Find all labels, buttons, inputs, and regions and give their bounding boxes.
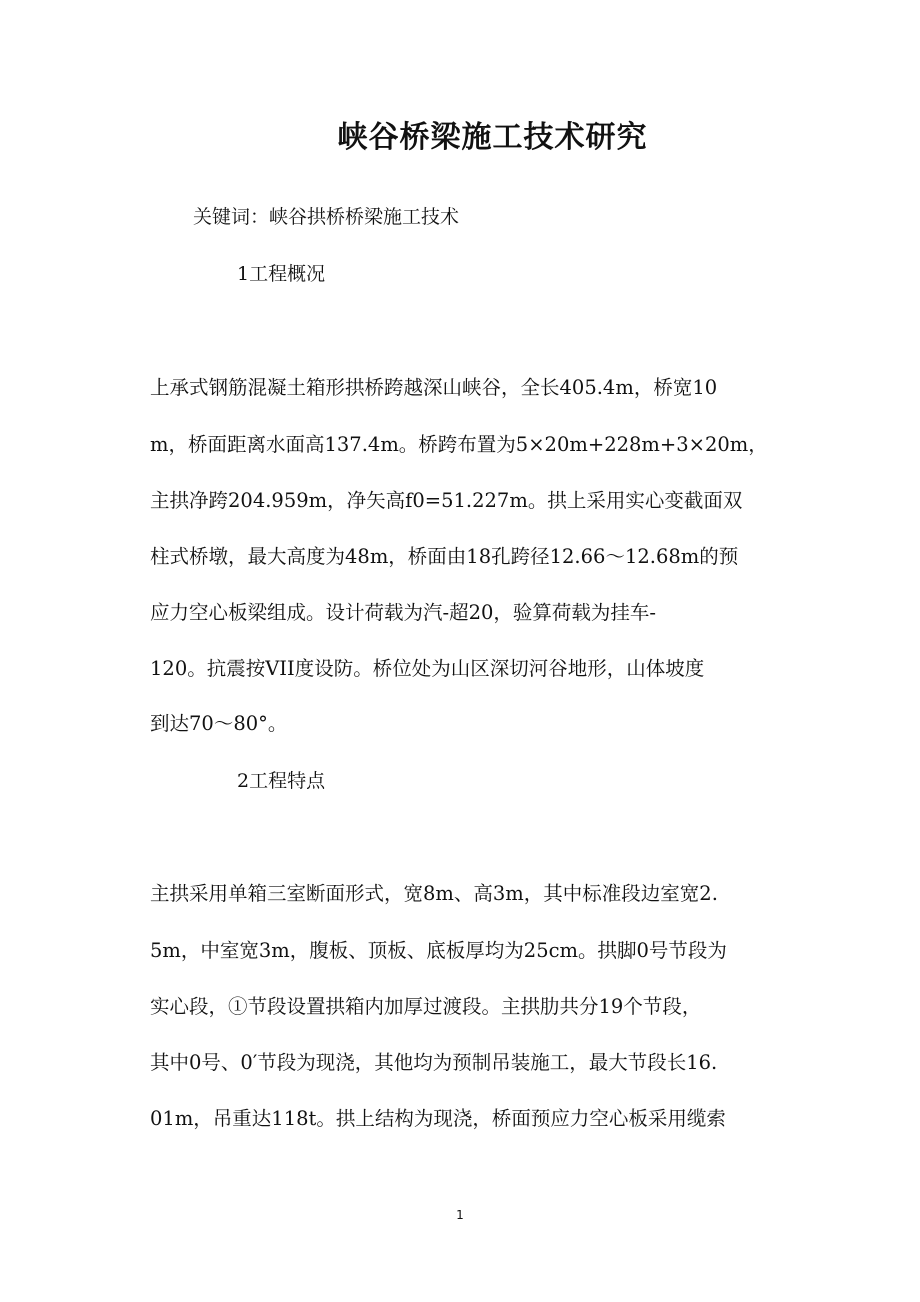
section-1-line: 120。抗震按VII度设防。桥位处为山区深切河谷地形，山体坡度	[150, 657, 705, 680]
section-1-line: 主拱净跨204.959m，净矢高f0=51.227m。拱上采用实心变截面双	[150, 489, 743, 512]
section-1-line: 应力空心板梁组成。设计荷载为汽-超20，验算荷载为挂车-	[150, 601, 656, 624]
section-2-line: 其中0号、0′节段为现浇，其他均为预制吊装施工，最大节段长16.	[150, 1051, 718, 1074]
section-1-line: 柱式桥墩，最大高度为48m，桥面由18孔跨径12.66～12.68m的预	[150, 545, 739, 568]
section-2-line: 01m，吊重达118t。拱上结构为现浇，桥面预应力空心板采用缆索	[150, 1107, 726, 1130]
keywords-line: 关键词：峡谷拱桥桥梁施工技术	[193, 206, 460, 228]
document-title: 峡谷桥梁施工技术研究	[337, 120, 648, 155]
section-2-line: 实心段，①节段设置拱箱内加厚过渡段。主拱肋共分19个节段，	[150, 995, 702, 1018]
section-heading-1: 1工程概况	[237, 263, 326, 285]
section-1-line: 上承式钢筋混凝土箱形拱桥跨越深山峡谷，全长405.4m，桥宽10	[150, 376, 718, 399]
section-1-line: 到达70～80°。	[150, 712, 288, 735]
page-number: 1	[456, 1208, 464, 1222]
section-1-line: m，桥面距离水面高137.4m。桥跨布置为5×20m+228m+3×20m，	[150, 433, 768, 456]
section-2-line: 主拱采用单箱三室断面形式，宽8m、高3m，其中标准段边室宽2.	[150, 882, 718, 905]
section-2-line: 5m，中室宽3m，腹板、顶板、底板厚均为25cm。拱脚0号节段为	[150, 939, 727, 962]
section-heading-2: 2工程特点	[237, 770, 326, 792]
